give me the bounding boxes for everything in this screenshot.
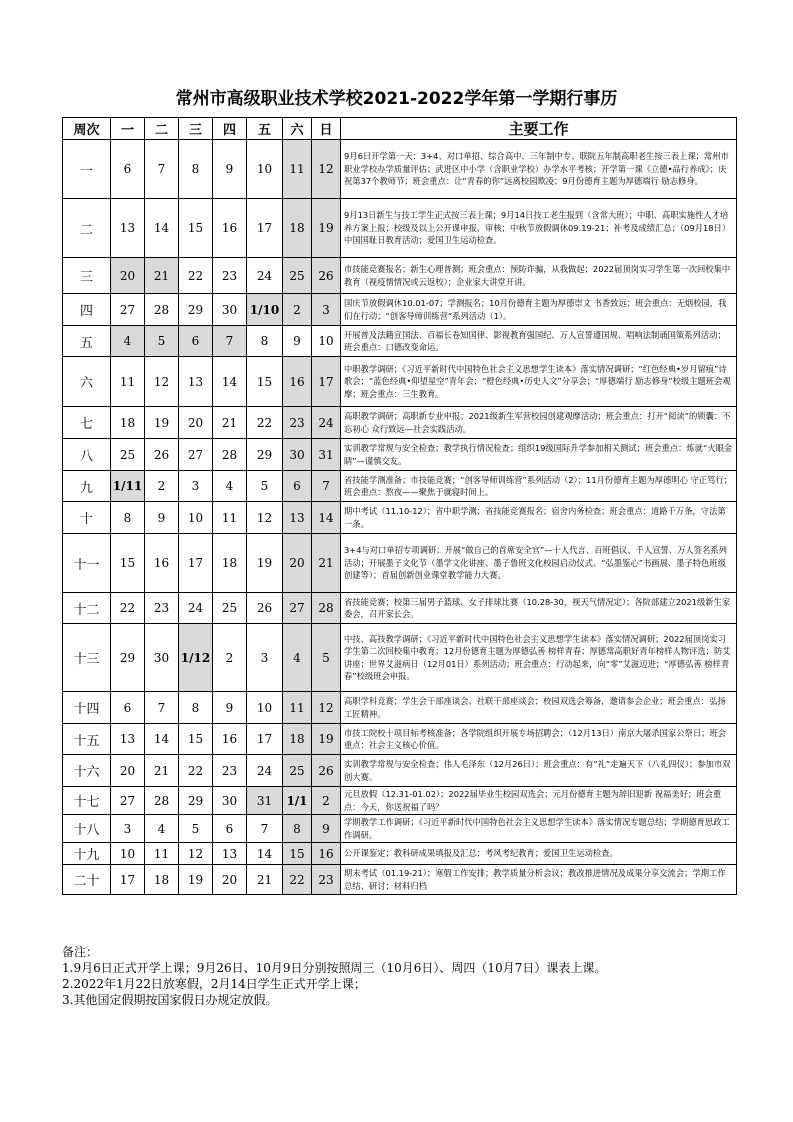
day-cell: 5: [312, 624, 341, 692]
notes-heading: 备注：: [62, 945, 99, 959]
day-cell: 19: [145, 407, 179, 439]
week-number: 十: [63, 502, 111, 534]
week-row: [63, 692, 737, 724]
header-day: 一: [111, 118, 145, 140]
week-row: [63, 258, 737, 294]
work-cell: 省技能竞赛；校第三届男子篮球、女子排球比赛（10.28-30，视天气情况定）；各院部建立2021级新生家委会，召开家长会。: [341, 593, 737, 624]
day-cell: 19: [179, 865, 213, 895]
note-item: 2.2022年1月22日放寒假，2月14日学生正式开学上课；: [62, 977, 366, 991]
work-cell: 市技能竞赛报名；新生心理普测；班会重点：预防诈骗，从我做起；2022届顶岗实习学生第一次回校集中教育（视疫情情况或云返校）；企业家大讲堂开讲。: [341, 258, 737, 294]
day-cell: 13: [213, 843, 247, 865]
week-number: 七: [63, 407, 111, 439]
work-cell: 期中考试（11.10-12）；省中职学测；省技能竞赛报名；宿舍内务检查；班会重点：道路千万条，守法第一条。: [341, 502, 737, 534]
day-cell: 23: [312, 865, 341, 895]
note-item: 1.9月6日正式开学上课；9月26日、10月9日分别按照周三（10月6日）、周四（10月7日）课表上课。: [62, 961, 607, 975]
day-cell: 8: [111, 502, 145, 534]
day-cell: 12: [312, 692, 341, 724]
day-cell: 12: [145, 357, 179, 407]
week-row: [63, 407, 737, 439]
day-cell: 27: [179, 439, 213, 471]
day-cell: 22: [179, 755, 213, 787]
day-cell: 21: [213, 407, 247, 439]
day-cell: 4: [145, 815, 179, 843]
day-cell: 3: [111, 815, 145, 843]
day-cell: 17: [247, 724, 283, 755]
day-cell: 22: [283, 865, 312, 895]
day-cell: 3: [179, 471, 213, 502]
day-cell: 10: [247, 692, 283, 724]
header-day: 四: [213, 118, 247, 140]
work-cell: 市技工院校十项目标考核准备；各学院组织开展专场招聘会；（12月13日）南京大屠杀国家公祭日；班会重点：社会主义核心价值。: [341, 724, 737, 755]
week-row: [63, 865, 737, 895]
day-cell: 20: [179, 407, 213, 439]
day-cell: 29: [111, 624, 145, 692]
day-cell: 22: [111, 593, 145, 624]
day-cell: 22: [247, 407, 283, 439]
work-cell: 公开课鉴定；教科研成果填报及汇总；考风考纪教育；爱国卫生运动检查。: [341, 843, 737, 865]
day-cell: 28: [312, 593, 341, 624]
work-cell: 高职教学调研；高职新专业申报；2021级新生军营校园创建观摩活动；班会重点：打开“阅读”的锁囊：不忘初心 众行致远—社会实践活动。: [341, 407, 737, 439]
day-cell: 7: [145, 140, 179, 199]
day-cell: 7: [312, 471, 341, 502]
week-number: 十一: [63, 534, 111, 593]
day-cell: 18: [283, 199, 312, 258]
day-cell: 16: [145, 534, 179, 593]
work-cell: 省技能学测准备；市技能竞赛；“创客导师训练营”系列活动（2）；11月份德育主题为厚德明心 守正笃行；班会重点：熬夜——聚焦于就寝时间上。: [341, 471, 737, 502]
day-cell: 21: [312, 534, 341, 593]
day-cell: 15: [283, 843, 312, 865]
day-cell: 13: [111, 199, 145, 258]
day-cell: 18: [283, 724, 312, 755]
day-cell: 13: [111, 724, 145, 755]
day-cell: 27: [111, 294, 145, 326]
week-row: [63, 357, 737, 407]
day-cell: 14: [312, 502, 341, 534]
work-cell: 实训教学常规与安全检查；教学执行情况检查；组织19级国际升学参加相关测试；班会重点：炼就“火眼金睛”—谨慎交友。: [341, 439, 737, 471]
day-cell: 12: [247, 502, 283, 534]
day-cell: 1/12: [179, 624, 213, 692]
day-cell: 17: [111, 865, 145, 895]
day-cell: 7: [213, 326, 247, 357]
day-cell: 6: [213, 815, 247, 843]
day-cell: 17: [247, 199, 283, 258]
day-cell: 9: [312, 815, 341, 843]
day-cell: 28: [145, 787, 179, 815]
day-cell: 27: [111, 787, 145, 815]
week-number: 一: [63, 140, 111, 199]
day-cell: 30: [145, 624, 179, 692]
day-cell: 30: [283, 439, 312, 471]
day-cell: 20: [283, 534, 312, 593]
day-cell: 2: [145, 471, 179, 502]
day-cell: 1/10: [247, 294, 283, 326]
day-cell: 15: [247, 357, 283, 407]
work-cell: 实训教学常规与安全检查；伟人毛泽东（12月26日）；班会重点：有“礼”走遍天下（八礼四仪）；参加市双创大赛。: [341, 755, 737, 787]
day-cell: 23: [283, 407, 312, 439]
day-cell: 9: [283, 326, 312, 357]
work-cell: 中职教学调研；《习近平新时代中国特色社会主义思想学生读本》落实情况调研；“红色经典•岁月留痕”诗歌会；“蓝色经典•仰望星空”青年会；“橙色经典•历史人文”分享会；“厚德端行 励志修身”校级主题班会观摩；班会重点：三生教育。: [341, 357, 737, 407]
day-cell: 11: [283, 140, 312, 199]
day-cell: 30: [213, 787, 247, 815]
day-cell: 15: [179, 199, 213, 258]
day-cell: 14: [247, 843, 283, 865]
week-number: 十四: [63, 692, 111, 724]
day-cell: 30: [213, 294, 247, 326]
day-cell: 13: [179, 357, 213, 407]
week-number: 三: [63, 258, 111, 294]
header-work: 主要工作: [341, 118, 737, 140]
day-cell: 9: [145, 502, 179, 534]
day-cell: 6: [111, 692, 145, 724]
day-cell: 14: [145, 199, 179, 258]
work-cell: 高职学科竞赛；学生会干部座谈会、社联干部座谈会；校园双选会筹备，邀请参会企业；班会重点：弘扬工匠精神。: [341, 692, 737, 724]
day-cell: 28: [145, 294, 179, 326]
work-cell: 3+4与对口单招专项调研；开展“做自己的首席安全官”—十人代言、百班倡议、千人宣誓、万人签名系列活动；开展墨子文化节（墨学文化讲座、墨子鲁班文化校园启动仪式、“弘墨鉴心”书画展、墨子特色班级创建等）；首届创新创业课堂教学能力大赛。: [341, 534, 737, 593]
day-cell: 27: [283, 593, 312, 624]
day-cell: 8: [179, 692, 213, 724]
week-row: [63, 326, 737, 357]
week-number: 十八: [63, 815, 111, 843]
week-row: [63, 724, 737, 755]
week-row: [63, 593, 737, 624]
day-cell: 18: [145, 865, 179, 895]
week-number: 十二: [63, 593, 111, 624]
week-row: [63, 624, 737, 692]
week-row: [63, 843, 737, 865]
work-cell: 中技、高技教学调研；《习近平新时代中国特色社会主义思想学生读本》落实情况调研；2022届顶岗实习学生第二次回校集中教育；12月份德育主题为厚德弘善 榜样青春；厚德常高职好青年榜样人物评选；防艾讲座；世界艾滋病日（12月01日）系列活动；班会重点：行动起来，向“零”艾滋迈进；“厚德弘善 榜样青春”校级班会申报。: [341, 624, 737, 692]
week-row: [63, 815, 737, 843]
day-cell: 22: [179, 258, 213, 294]
week-number: 十七: [63, 787, 111, 815]
day-cell: 6: [111, 140, 145, 199]
day-cell: 12: [179, 843, 213, 865]
day-cell: 7: [247, 815, 283, 843]
week-row: [63, 294, 737, 326]
header-day: 六: [283, 118, 312, 140]
week-row: [63, 199, 737, 258]
day-cell: 17: [312, 357, 341, 407]
day-cell: 21: [247, 865, 283, 895]
day-cell: 4: [111, 326, 145, 357]
week-number: 十三: [63, 624, 111, 692]
week-row: [63, 755, 737, 787]
day-cell: 11: [213, 502, 247, 534]
day-cell: 20: [111, 755, 145, 787]
day-cell: 16: [312, 843, 341, 865]
week-row: [63, 140, 737, 199]
page-title: 常州市高级职业技术学校2021-2022学年第一学期行事历: [175, 89, 618, 109]
day-cell: 15: [179, 724, 213, 755]
day-cell: 4: [213, 471, 247, 502]
day-cell: 10: [312, 326, 341, 357]
day-cell: 11: [145, 843, 179, 865]
work-cell: 9月13日新生与技工学生正式按三表上课；9月14日技工老生报到（含常大班）；中职、高职实施性人才培养方案上报；校级及以上公开课申报、审核；中秋节放假调休09.19-21；补考及成绩汇总；（09月18日）中国国耻日教育活动；爱国卫生运动检查。: [341, 199, 737, 258]
week-number: 十九: [63, 843, 111, 865]
day-cell: 26: [247, 593, 283, 624]
work-cell: 9月6日开学第一天：3+4、对口单招、综合高中、三年制中专、联院五年制高职老生按三表上课；常州市职业学校办学质量评估；武进区中小学（含职业学校）办学水平考核；开学第一课《立德•品行养成》；庆祝第37个教师节；班会重点：让“青春的你”远离校园欺凌；9月份德育主题为厚德端行 励志修身。: [341, 140, 737, 199]
day-cell: 11: [283, 692, 312, 724]
day-cell: 23: [213, 258, 247, 294]
day-cell: 15: [111, 534, 145, 593]
day-cell: 29: [179, 294, 213, 326]
week-number: 二: [63, 199, 111, 258]
week-row: [63, 502, 737, 534]
day-cell: 1/1: [283, 787, 312, 815]
day-cell: 16: [213, 724, 247, 755]
day-cell: 26: [312, 258, 341, 294]
day-cell: 29: [247, 439, 283, 471]
note-item: 3.其他国定假期按国家假日办规定放假。: [62, 993, 278, 1007]
day-cell: 13: [283, 502, 312, 534]
calendar-table: [62, 117, 737, 895]
header-day: 三: [179, 118, 213, 140]
week-row: [63, 471, 737, 502]
day-cell: 6: [179, 326, 213, 357]
day-cell: 7: [145, 692, 179, 724]
notes: [62, 944, 742, 1008]
day-cell: 24: [247, 755, 283, 787]
day-cell: 19: [312, 724, 341, 755]
week-number: 五: [63, 326, 111, 357]
header-day: 五: [247, 118, 283, 140]
day-cell: 18: [111, 407, 145, 439]
day-cell: 10: [179, 502, 213, 534]
table-header-row: [63, 118, 737, 140]
day-cell: 25: [111, 439, 145, 471]
day-cell: 11: [111, 357, 145, 407]
day-cell: 24: [247, 258, 283, 294]
week-number: 九: [63, 471, 111, 502]
day-cell: 9: [213, 692, 247, 724]
week-row: [63, 787, 737, 815]
work-cell: 国庆节放假调休10.01-07；学测报名；10月份德育主题为厚德崇文 书香致远；班会重点：无烟校园，我们在行动；“创客导师训练营”系列活动（1）。: [341, 294, 737, 326]
day-cell: 5: [179, 815, 213, 843]
day-cell: 20: [213, 865, 247, 895]
work-cell: 学期教学工作调研；《习近平新时代中国特色社会主义思想学生读本》落实情况专题总结；学期德育思政工作调研。: [341, 815, 737, 843]
day-cell: 24: [179, 593, 213, 624]
day-cell: 3: [247, 624, 283, 692]
day-cell: 21: [145, 755, 179, 787]
day-cell: 25: [213, 593, 247, 624]
day-cell: 14: [213, 357, 247, 407]
day-cell: 2: [213, 624, 247, 692]
week-number: 二十: [63, 865, 111, 895]
header-day: 日: [312, 118, 341, 140]
day-cell: 25: [283, 258, 312, 294]
week-number: 四: [63, 294, 111, 326]
day-cell: 16: [283, 357, 312, 407]
work-cell: 元旦放假（12.31-01.02）；2022届毕业生校园双选会；元月份德育主题为辞旧迎新 祝福美好；班会重点：今天，你送祝福了吗？: [341, 787, 737, 815]
day-cell: 24: [312, 407, 341, 439]
day-cell: 5: [247, 471, 283, 502]
day-cell: 19: [247, 534, 283, 593]
day-cell: 25: [283, 755, 312, 787]
work-cell: 期末考试（01.19-21）；寒假工作安排；教学质量分析会议；教改推进情况及成果分享交流会；学期工作总结、研讨；材料归档: [341, 865, 737, 895]
day-cell: 1/11: [111, 471, 145, 502]
day-cell: 5: [145, 326, 179, 357]
day-cell: 2: [312, 787, 341, 815]
day-cell: 31: [247, 787, 283, 815]
day-cell: 26: [312, 755, 341, 787]
day-cell: 10: [111, 843, 145, 865]
day-cell: 3: [312, 294, 341, 326]
week-number: 十六: [63, 755, 111, 787]
day-cell: 2: [283, 294, 312, 326]
header-week: 周次: [63, 118, 111, 140]
day-cell: 16: [213, 199, 247, 258]
day-cell: 26: [145, 439, 179, 471]
day-cell: 23: [213, 755, 247, 787]
day-cell: 31: [312, 439, 341, 471]
work-cell: 开展普及法籍宣国法、百福长卷知国律、影视教育强国纪、万人宣誓遵国规、唱响法制诵国策系列活动；班会重点：口德改变命运。: [341, 326, 737, 357]
day-cell: 20: [111, 258, 145, 294]
day-cell: 28: [213, 439, 247, 471]
week-number: 十五: [63, 724, 111, 755]
day-cell: 14: [145, 724, 179, 755]
week-number: 六: [63, 357, 111, 407]
day-cell: 12: [312, 140, 341, 199]
day-cell: 29: [179, 787, 213, 815]
day-cell: 18: [213, 534, 247, 593]
day-cell: 9: [213, 140, 247, 199]
day-cell: 6: [283, 471, 312, 502]
day-cell: 17: [179, 534, 213, 593]
week-row: [63, 534, 737, 593]
day-cell: 21: [145, 258, 179, 294]
week-number: 八: [63, 439, 111, 471]
day-cell: 8: [247, 326, 283, 357]
day-cell: 4: [283, 624, 312, 692]
day-cell: 10: [247, 140, 283, 199]
header-day: 二: [145, 118, 179, 140]
week-row: [63, 439, 737, 471]
day-cell: 8: [179, 140, 213, 199]
day-cell: 23: [145, 593, 179, 624]
day-cell: 19: [312, 199, 341, 258]
day-cell: 8: [283, 815, 312, 843]
